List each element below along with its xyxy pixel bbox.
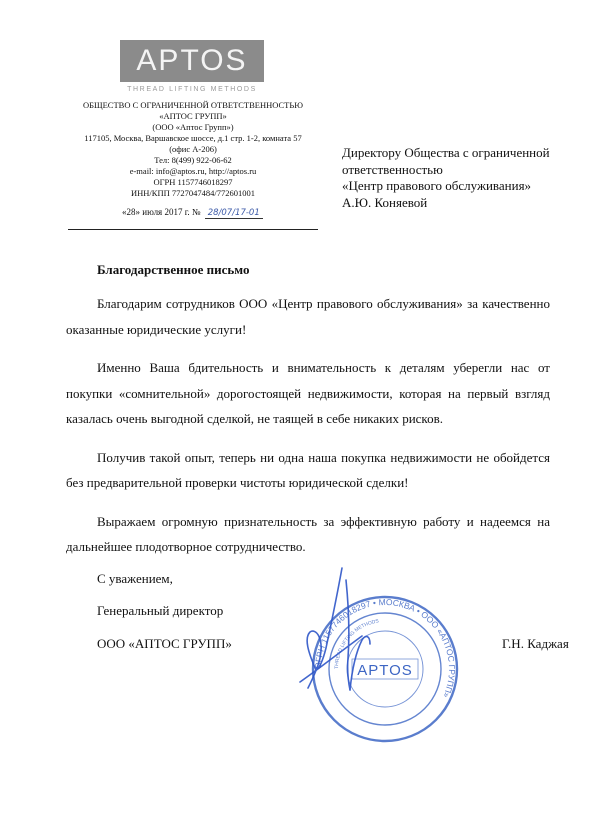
addressee-line2: ответственностью: [342, 161, 443, 177]
sender-company-short: (ООО «Аптос Групп»): [152, 122, 234, 132]
sender-phone: Тел: 8(499) 922-06-62: [154, 155, 232, 165]
signature-and-stamp: [290, 560, 470, 760]
sender-inn: ИНН/КПП 7727047484/772601001: [131, 188, 255, 198]
sender-block: [60, 100, 326, 199]
letter-body: [66, 291, 550, 573]
sender-ogrn: ОГРН 1157746018297: [153, 177, 233, 187]
sender-address-line1: 117105, Москва, Варшавское шоссе, д.1 стр. 1-2, комната 57: [84, 133, 302, 143]
company-logo: [120, 40, 264, 82]
sender-company-line2: «АПТОС ГРУПП»: [159, 111, 227, 121]
body-paragraph: Получив такой опыт, теперь ни одна наша покупка недвижимости не обойдется без предварительной проверки чистоты юридической сделки!: [66, 449, 550, 490]
sender-company-line1: ОБЩЕСТВО С ОГРАНИЧЕННОЙ ОТВЕТСТВЕННОСТЬЮ: [83, 100, 303, 110]
signer-name: Г.Н. Каджая: [502, 636, 569, 651]
closing-position: Генеральный директор: [97, 603, 224, 618]
addressee-line4: А.Ю. Коняевой: [342, 194, 428, 210]
addressee-line3: «Центр правового обслуживания»: [342, 178, 532, 193]
date-line: [122, 207, 263, 219]
logo-text: APTOS: [136, 44, 248, 77]
stamp-outer-text: ОГРН 1157746018297 • МОСКВА • ООО «АПТОС ГРУПП»: [312, 596, 458, 700]
stamp-center-text: APTOS: [357, 662, 413, 679]
closing-company: ООО «АПТОС ГРУПП»: [97, 636, 232, 651]
stamp-inner-text: THREAD LIFTING METHODS: [333, 618, 380, 670]
letter-number: 28/07/17-01: [205, 208, 263, 219]
logo-tagline: THREAD LIFTING METHODS: [127, 86, 257, 93]
sender-email: e-mail: info@aptos.ru, http://aptos.ru: [129, 166, 257, 176]
letter-date: «28» июля 2017 г. №: [122, 207, 201, 217]
body-paragraph: Выражаем огромную признательность за эффективную работу и надеемся на дальнейшее плодотворное сотрудничество.: [66, 513, 550, 554]
addressee-line1: Директору Общества с ограниченной: [342, 145, 550, 160]
body-paragraph: Благодарим сотрудников ООО «Центр правового обслуживания» за качественно оказанные юридические услуги!: [66, 296, 550, 337]
sender-address-line2: (офис А-206): [169, 144, 217, 154]
closing-regards: С уважением,: [97, 571, 173, 586]
body-paragraph: Именно Ваша бдительность и внимательность к деталям уберегли нас от покупки «сомнительной» дорогостоящей недвижимости, которая на первый взгляд казалась очень выгодной сделкой, не таящей в себе никаких рисков.: [66, 360, 550, 426]
addressee-block: [342, 145, 592, 211]
letter-heading: Благодарственное письмо: [97, 262, 250, 277]
header-divider: [68, 229, 318, 230]
